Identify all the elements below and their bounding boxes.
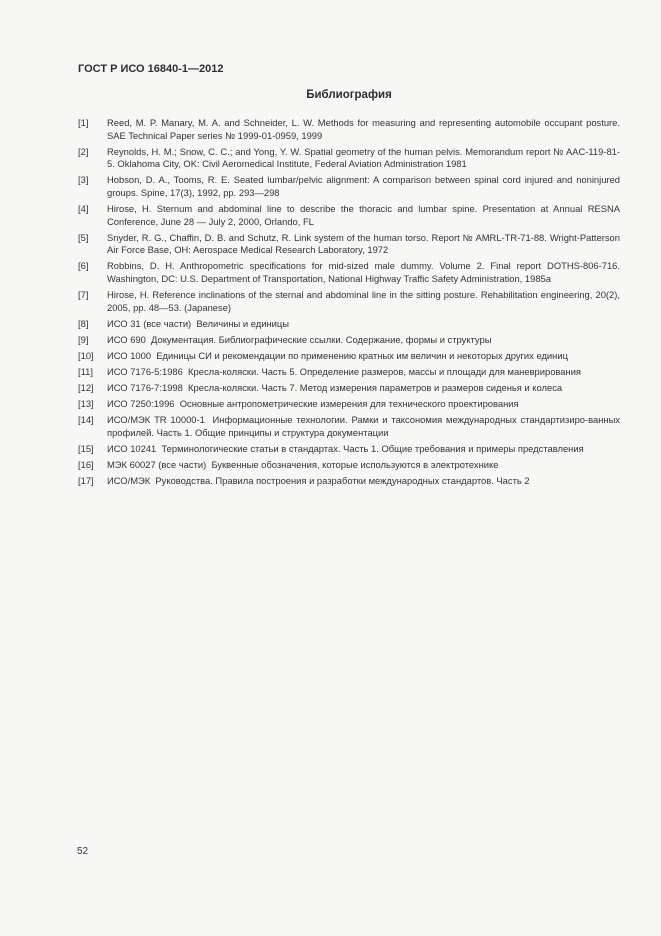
reference-number: [8]	[78, 317, 89, 329]
reference-number: [2]	[78, 145, 89, 157]
reference-text: Reynolds, H. M.; Snow, C. C.; and Yong, Y. W. Spatial geometry of the human pelvis. Memorandum report № AAC-119-81-5. Oklahoma City, OK: Civil Aeromedical Institute, Federal Aviation Administration 1981	[107, 145, 620, 170]
reference-item	[78, 260, 623, 285]
reference-number: [6]	[78, 260, 89, 272]
reference-text: Hobson, D. A., Tooms, R. E. Seated lumbar/pelvic alignment: A comparison between spinal cord injured and noninjured groups. Spine, 17(3), 1992, pp. 293—298	[107, 174, 623, 198]
reference-number: [3]	[78, 174, 89, 186]
reference-number: [11]	[78, 366, 93, 378]
reference-number: [7]	[78, 289, 89, 301]
reference-text: ИСО 7176-7:1998 Кресла-коляски. Часть 7. Метод измерения параметров и размеров сиденья и колеса	[107, 382, 563, 394]
reference-item	[78, 475, 620, 488]
reference-text: Robbins, D. H. Anthropometric specifications for mid-sized male dummy. Volume 2. Final report DOTHS-806-716. Washington, DC: U.S. Department of Transportation, National Highway Traffic Safety Administration, 1985a	[107, 260, 623, 285]
reference-text: ИСО 31 (все части) Величины и единицы	[107, 317, 289, 329]
reference-item	[78, 350, 620, 363]
reference-number: [4]	[78, 203, 89, 215]
reference-item	[78, 459, 620, 472]
reference-item	[78, 334, 620, 347]
reference-item	[78, 231, 623, 257]
reference-text: ИСО 1000 Единицы СИ и рекомендации по применению кратных им величин и некоторых других единиц	[107, 350, 568, 361]
reference-number: [16]	[78, 459, 94, 471]
reference-number: [13]	[78, 398, 94, 410]
reference-item	[78, 117, 623, 142]
reference-text: МЭК 60027 (все части) Буквенные обозначения, которые используются в электротехнике	[107, 459, 499, 471]
reference-list	[78, 117, 623, 491]
reference-number: [10]	[78, 350, 94, 361]
reference-number: [9]	[78, 333, 89, 345]
reference-text: Snyder, R. G., Chaffin, D. B. and Schutz, R. Link system of the human torso. Report № AMRL-TR-71-88. Wright-Patterson Air Force Base, OH: Aerospace Medical Research Laboratory, 1972	[107, 231, 623, 256]
reference-text: ИСО/МЭК TR 10000-1 Информационные технологии. Рамки и таксономия международных стандартизиро-ванных профилей. Часть 1. Общие принципы и структура документации	[107, 414, 623, 438]
reference-number: [5]	[78, 231, 89, 243]
reference-item	[78, 174, 623, 199]
reference-text: ИСО 7176-5:1986 Кресла-коляски. Часть 5. Определение размеров, массы и площади для маневрирования	[107, 366, 582, 378]
reference-number: [14]	[78, 414, 94, 426]
reference-text: ИСО 690 Документация. Библиографические ссылки. Содержание, формы и структуры	[107, 333, 492, 345]
reference-item	[78, 366, 620, 379]
page-number: 52	[77, 846, 89, 857]
reference-item	[78, 414, 623, 439]
reference-item	[78, 289, 623, 314]
reference-item	[78, 318, 620, 331]
reference-text: Hirose, H. Sternum and abdominal line to describe the thoracic and lumbar spine. Presentation at Annual RESNA Conference, June 28 — July 2, 2000, Orlando, FL	[107, 203, 623, 227]
reference-item	[78, 398, 620, 411]
reference-number: [15]	[78, 443, 94, 455]
standard-designation: ГОСТ Р ИСО 16840-1—2012	[78, 63, 224, 75]
bibliography-title: Библиография	[306, 89, 392, 101]
reference-text: ИСО 7250:1996 Основные антропометрические измерения для технического проектирования	[107, 398, 519, 410]
reference-number: [17]	[78, 475, 94, 487]
reference-item	[78, 443, 620, 456]
reference-text: Reed, M. P. Manary, M. A. and Schneider, L. W. Methods for measuring and representing automobile occupant posture. SAE Technical Paper series № 1999-01-0959, 1999	[107, 117, 623, 141]
reference-item	[78, 203, 623, 228]
reference-number: [12]	[78, 382, 94, 394]
reference-item	[78, 146, 620, 171]
reference-text: Hirose, H. Reference inclinations of the sternal and abdominal line in the sitting posture. Rehabilitation engineering, 20(2), 2005, pp. 48—53. (Japanese)	[107, 289, 623, 313]
reference-item	[78, 382, 620, 395]
reference-text: ИСО/МЭК Руководства. Правила построения и разработки международных стандартов. Часть 2	[107, 475, 530, 487]
reference-number: [1]	[78, 117, 89, 128]
reference-text: ИСО 10241 Терминологические статьи в стандартах. Часть 1. Общие требования и примеры представления	[107, 443, 584, 455]
